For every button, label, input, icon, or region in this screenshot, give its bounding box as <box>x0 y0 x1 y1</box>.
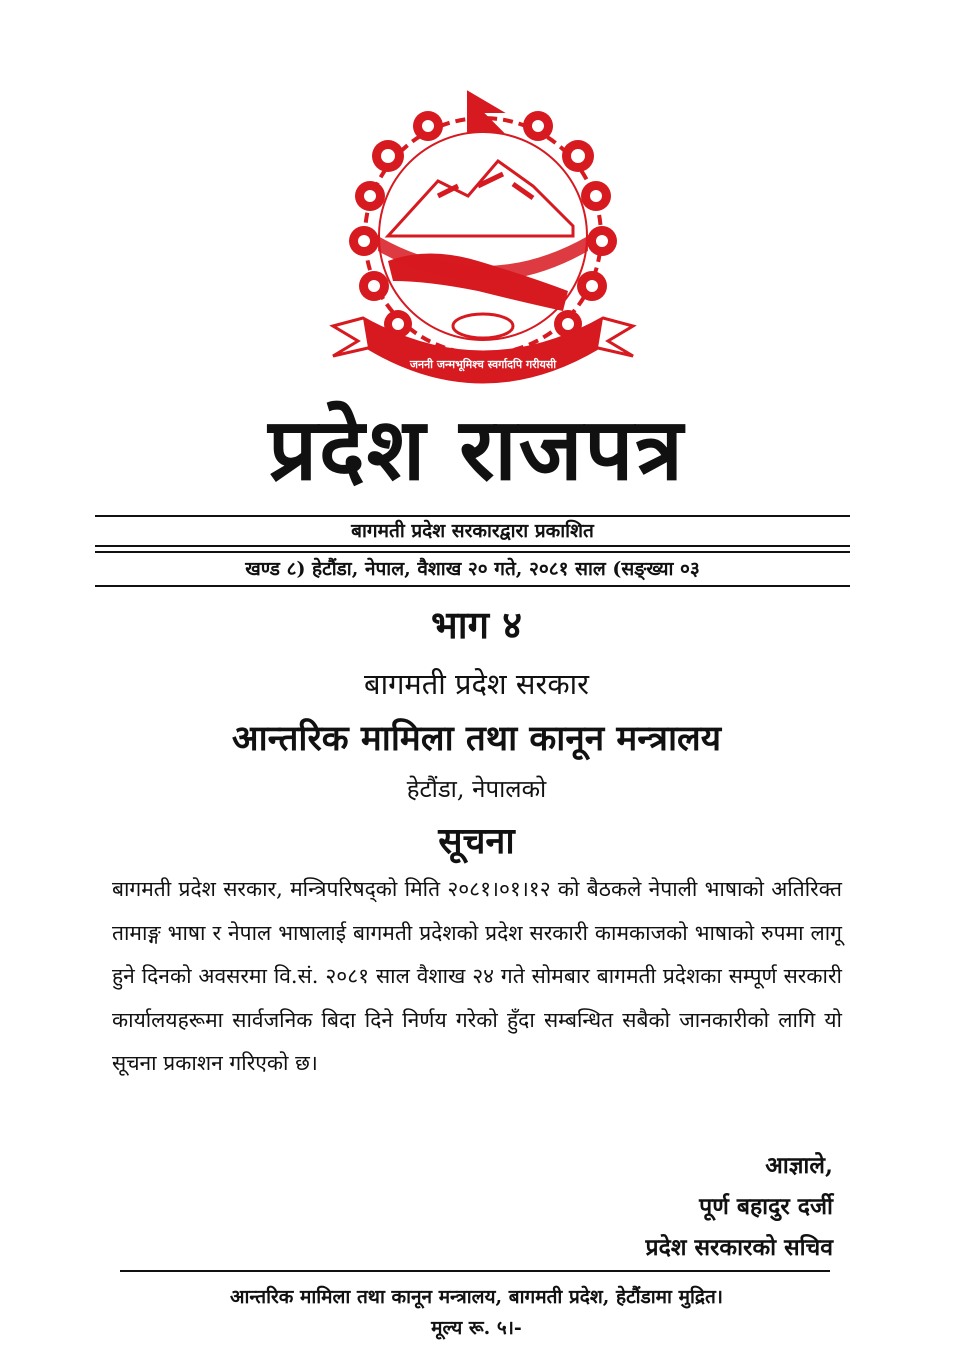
publisher-line: बागमती प्रदेश सरकारद्वारा प्रकाशित <box>351 520 594 542</box>
signatory-title: प्रदेश सरकारको सचिव <box>645 1234 833 1261</box>
signature-order: आज्ञाले, <box>765 1152 833 1179</box>
part-label: भाग ४ <box>431 602 522 647</box>
header-rule-double-2 <box>95 551 850 553</box>
footer-price: मूल्य रू. ५।- <box>431 1317 522 1339</box>
header-rule-top <box>95 515 850 517</box>
location-line: हेटौंडा, नेपालको <box>406 775 547 803</box>
government-name: बागमती प्रदेश सरकार <box>364 667 589 701</box>
coat-of-arms-emblem <box>318 86 648 406</box>
gazette-masthead-title: प्रदेश राजपत्र <box>268 400 685 500</box>
footer-rule <box>120 1270 830 1272</box>
notice-heading: सूचना <box>438 820 515 862</box>
header-rule-double-1 <box>95 545 850 547</box>
signatory-name: पूर्ण बहादुर दर्जी <box>699 1193 833 1220</box>
notice-body: बागमती प्रदेश सरकार, मन्त्रिपरिषद्को मिति २०८१।०१।१२ को बैठकले नेपाली भाषाको अतिरिक्त तामाङ्ग भाषा र नेपाल भाषालाई बागमती प्रदेशको प्रदेश सरकारी कामकाजको भाषाको रुपमा लागू हुने दिनको अवसरमा वि.सं. २०८१ साल वैशाख २४ गते सोमबार बागमती प्रदेशका सम्पूर्ण सरकारी कार्यालयहरूमा सार्वजनिक बिदा दिने निर्णय गरेको हुँदा सम्बन्धित सबैको जानकारीको लागि यो सूचना प्रकाशन गरिएको छ। <box>112 877 842 1075</box>
header-rule-bottom <box>95 585 850 587</box>
svg-text:जननी जन्मभूमिश्च स्वर्गादपि गर: जननी जन्मभूमिश्च स्वर्गादपि गरीयसी <box>409 358 557 371</box>
footer-printed-line: आन्तरिक मामिला तथा कानून मन्त्रालय, बागमती प्रदेश, हेटौंडामा मुद्रित। <box>229 1286 723 1308</box>
issue-line: खण्ड ८) हेटौंडा, नेपाल, वैशाख २० गते, २०८१ साल (सङ्ख्या ०३ <box>245 558 700 580</box>
ministry-name: आन्तरिक मामिला तथा कानून मन्त्रालय <box>231 718 722 759</box>
